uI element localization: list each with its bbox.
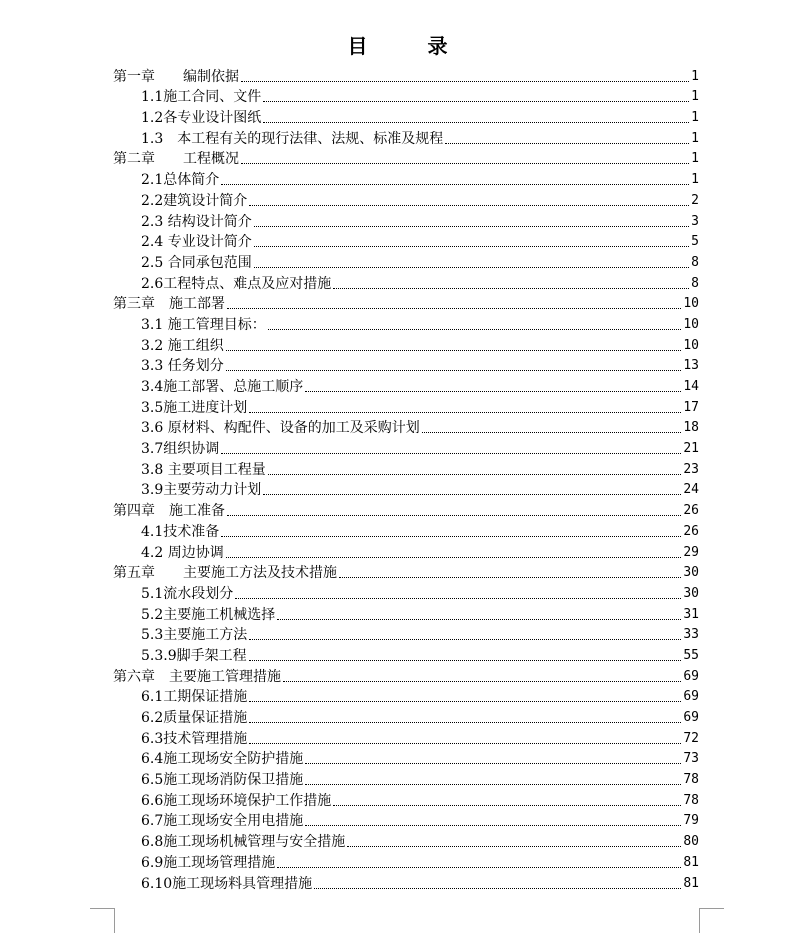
toc-entry-label: 3.3 任务划分 [141, 358, 224, 375]
toc-entry-label: 4.1技术准备 [141, 523, 220, 540]
toc-dot-leader [227, 515, 681, 516]
toc-dot-leader [254, 226, 689, 227]
toc-dot-leader [226, 370, 682, 371]
toc-entry-label: 1.2各专业设计图纸 [141, 110, 262, 127]
toc-section-entry[interactable] [113, 604, 699, 625]
toc-section-entry[interactable] [113, 107, 699, 128]
toc-section-entry[interactable] [113, 790, 699, 811]
toc-entry-label: 1.1施工合同、文件 [141, 89, 262, 106]
toc-dot-leader [226, 557, 682, 558]
toc-entry-label: 1.3 本工程有关的现行法律、法规、标准及规程 [141, 130, 444, 147]
toc-page-number: 81 [683, 854, 699, 870]
toc-section-entry[interactable] [113, 542, 699, 563]
toc-page-number: 8 [691, 275, 699, 291]
toc-entry-label: 5.1流水段划分 [141, 585, 234, 602]
toc-entry-label: 2.2建筑设计简介 [141, 192, 248, 209]
toc-section-entry[interactable] [113, 459, 699, 480]
toc-dot-leader [249, 743, 681, 744]
toc-entry-label: 3.8 主要项目工程量 [141, 461, 266, 478]
toc-dot-leader [249, 412, 681, 413]
toc-entry-label: 2.3 结构设计简介 [141, 213, 252, 230]
toc-page-number: 5 [691, 234, 699, 250]
toc-section-entry[interactable] [113, 480, 699, 501]
toc-dot-leader [241, 163, 689, 164]
toc-dot-leader [283, 681, 681, 682]
toc-dot-leader [333, 805, 681, 806]
toc-dot-leader [277, 619, 681, 620]
toc-entry-label: 5.3.9脚手架工程 [141, 647, 247, 664]
toc-page-number: 2 [691, 192, 699, 208]
toc-page-number: 1 [691, 151, 699, 167]
toc-entry-label: 5.3主要施工方法 [141, 627, 248, 644]
toc-section-entry[interactable] [113, 397, 699, 418]
toc-entry-label: 6.3技术管理措施 [141, 730, 248, 747]
toc-dot-leader [249, 722, 681, 723]
toc-entry-label: 2.4 专业设计简介 [141, 234, 252, 251]
toc-section-entry[interactable] [113, 211, 699, 232]
toc-section-entry[interactable] [113, 273, 699, 294]
toc-dot-leader [254, 246, 689, 247]
toc-dot-leader [221, 184, 689, 185]
toc-page-number: 33 [683, 627, 699, 643]
toc-section-entry[interactable] [113, 252, 699, 273]
toc-dot-leader [221, 453, 681, 454]
toc-page-number: 81 [683, 875, 699, 891]
toc-entry-label: 5.2主要施工机械选择 [141, 606, 276, 623]
toc-entry-label: 3.2 施工组织 [141, 337, 224, 354]
toc-section-entry[interactable] [113, 521, 699, 542]
toc-entry-label: 6.5施工现场消防保卫措施 [141, 772, 304, 789]
toc-page-number: 17 [683, 399, 699, 415]
toc-entry-label: 第五章 主要施工方法及技术措施 [113, 565, 337, 582]
toc-entry-label: 3.6 原材料、构配件、设备的加工及采购计划 [141, 420, 420, 437]
toc-entry-label: 6.7施工现场安全用电措施 [141, 813, 304, 830]
toc-page-number: 24 [683, 482, 699, 498]
toc-dot-leader [347, 846, 681, 847]
toc-entry-label: 2.5 合同承包范围 [141, 254, 252, 271]
toc-section-entry[interactable] [113, 335, 699, 356]
toc-page-number: 31 [683, 606, 699, 622]
toc-page-number: 1 [691, 130, 699, 146]
toc-page-number: 13 [683, 358, 699, 374]
toc-page-number: 1 [691, 68, 699, 84]
toc-section-entry[interactable] [113, 873, 699, 894]
toc-entry-label: 第一章 编制依据 [113, 68, 239, 85]
toc-section-entry[interactable] [113, 728, 699, 749]
toc-chapter-entry[interactable] [113, 500, 699, 521]
toc-page-number: 26 [683, 523, 699, 539]
toc-entry-label: 3.1 施工管理目标： [141, 316, 266, 333]
toc-dot-leader [227, 308, 681, 309]
toc-section-entry[interactable] [113, 769, 699, 790]
toc-dot-leader [422, 432, 682, 433]
toc-entry-label: 2.1总体简介 [141, 172, 220, 189]
toc-page-number: 10 [683, 316, 699, 332]
toc-entry-label: 6.6施工现场环境保护工作措施 [141, 792, 332, 809]
toc-page-number: 26 [683, 503, 699, 519]
page-corner-mark-left [90, 908, 115, 933]
toc-entry-label: 6.2质量保证措施 [141, 710, 248, 726]
toc-page-number: 23 [683, 461, 699, 477]
toc-page-number: 29 [683, 544, 699, 560]
toc-dot-leader [445, 143, 689, 144]
toc-section-entry[interactable] [113, 376, 699, 397]
toc-section-entry[interactable] [113, 749, 699, 770]
toc-entry-label: 6.9施工现场管理措施 [141, 854, 276, 871]
toc-entry-label: 第四章 施工准备 [113, 503, 225, 520]
toc-dot-leader [226, 350, 682, 351]
toc-section-entry[interactable] [113, 87, 699, 108]
toc-dot-leader [277, 867, 681, 868]
table-of-contents [113, 66, 699, 894]
toc-page-number: 14 [683, 379, 699, 394]
toc-dot-leader [268, 329, 682, 330]
toc-section-entry[interactable] [113, 314, 699, 335]
toc-dot-leader [305, 825, 681, 826]
toc-dot-leader [249, 205, 689, 206]
toc-page-number: 1 [691, 89, 699, 105]
toc-entry-label: 2.6工程特点、难点及应对措施 [141, 275, 332, 292]
toc-entry-label: 3.9主要劳动力计划 [141, 482, 262, 499]
toc-entry-label: 3.7组织协调 [141, 441, 220, 458]
toc-dot-leader [249, 660, 682, 661]
toc-page-number: 73 [683, 751, 699, 767]
toc-section-entry[interactable] [113, 418, 699, 439]
toc-page-number: 69 [683, 710, 699, 725]
toc-chapter-entry[interactable] [113, 294, 699, 315]
toc-page-number: 79 [683, 813, 699, 829]
toc-entry-label: 6.1工期保证措施 [141, 689, 248, 706]
toc-entry-label: 4.2 周边协调 [141, 544, 224, 561]
toc-entry-label: 第三章 施工部署 [113, 296, 225, 313]
toc-section-entry[interactable] [113, 645, 699, 666]
toc-dot-leader [314, 888, 681, 889]
toc-entry-label: 6.4施工现场安全防护措施 [141, 751, 304, 768]
toc-entry-label: 第六章 主要施工管理措施 [113, 668, 281, 685]
toc-dot-leader [235, 598, 681, 599]
toc-section-entry[interactable] [113, 438, 699, 459]
toc-section-entry[interactable] [113, 852, 699, 873]
toc-page-number: 69 [683, 668, 699, 684]
toc-entry-label: 第二章 工程概况 [113, 151, 239, 168]
toc-page-number: 10 [683, 337, 699, 353]
toc-dot-leader [305, 763, 681, 764]
toc-entry-label: 6.8施工现场机械管理与安全措施 [141, 834, 346, 851]
page-title: 目 录 [347, 34, 468, 58]
toc-chapter-entry[interactable] [113, 666, 699, 687]
toc-dot-leader [339, 577, 681, 578]
toc-chapter-entry[interactable] [113, 66, 699, 87]
toc-page-number: 30 [683, 585, 699, 601]
toc-dot-leader [221, 536, 681, 537]
toc-entry-label: 6.10施工现场料具管理措施 [141, 875, 313, 892]
toc-page-number: 21 [683, 441, 699, 457]
toc-section-entry[interactable] [113, 169, 699, 190]
toc-page-number: 78 [683, 772, 699, 788]
toc-page-number: 1 [691, 172, 699, 188]
toc-entry-label: 3.4施工部署、总施工顺序 [141, 379, 304, 395]
toc-dot-leader [263, 101, 689, 102]
toc-section-entry[interactable] [113, 625, 699, 646]
toc-page-number: 8 [691, 254, 699, 270]
toc-dot-leader [249, 701, 681, 702]
toc-dot-leader [305, 391, 681, 392]
toc-page-number: 80 [683, 834, 699, 850]
toc-dot-leader [241, 81, 689, 82]
toc-page-number: 10 [683, 296, 699, 312]
toc-page-number: 1 [691, 110, 699, 126]
toc-page-number: 55 [683, 647, 699, 663]
toc-section-entry[interactable] [113, 687, 699, 708]
toc-page-number: 78 [683, 792, 699, 808]
toc-dot-leader [268, 474, 682, 475]
toc-section-entry[interactable] [113, 831, 699, 852]
toc-section-entry[interactable] [113, 583, 699, 604]
toc-dot-leader [263, 494, 681, 495]
toc-dot-leader [333, 288, 689, 289]
toc-dot-leader [263, 122, 689, 123]
toc-page-number: 18 [683, 420, 699, 436]
toc-dot-leader [305, 784, 681, 785]
toc-entry-label: 3.5施工进度计划 [141, 399, 248, 416]
toc-section-entry[interactable] [113, 128, 699, 149]
toc-page-number: 69 [683, 689, 699, 705]
page-corner-mark-right [699, 908, 724, 933]
toc-section-entry[interactable] [113, 811, 699, 832]
toc-section-entry[interactable] [113, 232, 699, 253]
toc-page-number: 3 [691, 213, 699, 229]
toc-dot-leader [254, 267, 689, 268]
toc-section-entry[interactable] [113, 356, 699, 377]
toc-section-entry[interactable] [113, 190, 699, 211]
toc-chapter-entry[interactable] [113, 563, 699, 584]
toc-dot-leader [249, 639, 681, 640]
toc-section-entry[interactable] [113, 707, 699, 728]
toc-page-number: 72 [683, 730, 699, 746]
toc-chapter-entry[interactable] [113, 149, 699, 170]
toc-page-number: 30 [683, 565, 699, 581]
